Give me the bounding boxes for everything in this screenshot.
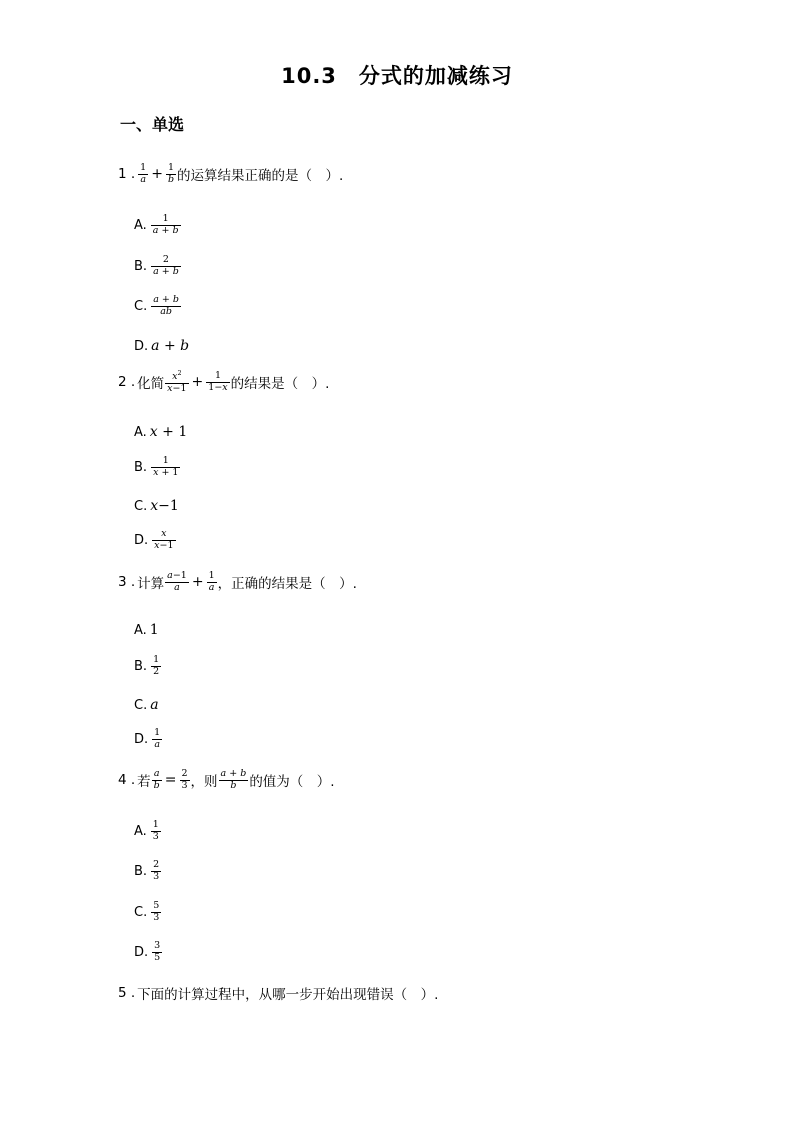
plus-sign: + <box>191 574 204 591</box>
option-expression: x−1 <box>150 498 179 514</box>
option-expression: a + b <box>151 338 190 354</box>
option-expression: $\frac{1}{a + b}$ <box>152 213 179 236</box>
fraction-x2-over-x-minus-1: $\frac{x^2}{x-1}$ <box>167 369 187 394</box>
fraction-a-plus-b-over-b: $\frac{a + b}{b}$ <box>220 768 247 791</box>
page-title: 10.3 分式的加减练习 <box>281 64 513 88</box>
option-3c[interactable]: C. a <box>134 697 159 713</box>
option-expression: $\frac{x}{x-1}$ <box>154 528 174 551</box>
option-expression: $\frac{1}{a}$ <box>154 727 161 750</box>
question-4 <box>118 769 335 792</box>
equals-sign: = <box>164 772 177 789</box>
question-text: 计算 <box>137 576 165 593</box>
fraction-1-over-a: $\frac{1}{a}$ <box>208 570 215 593</box>
question-3 <box>118 571 357 594</box>
fraction-1-over-a: $\frac{1}{a}$ <box>140 162 147 185</box>
option-4b[interactable]: B. $\frac{2}{3}$ <box>134 859 160 882</box>
option-3b[interactable]: B. $\frac{1}{2}$ <box>134 654 160 677</box>
option-expression: x + 1 <box>149 424 188 440</box>
option-expression: 1 <box>149 622 159 638</box>
option-4a[interactable]: A. $\frac{1}{3}$ <box>134 819 159 842</box>
fraction-2-over-3: $\frac{2}{3}$ <box>181 768 188 791</box>
option-1a[interactable]: A. $\frac{1}{a + b}$ <box>134 213 179 236</box>
fraction-a-minus-1-over-a: $\frac{a-1}{a}$ <box>167 570 187 593</box>
question-1 <box>118 163 343 186</box>
option-1c[interactable]: C. $\frac{a + b}{ab}$ <box>134 294 179 317</box>
option-4d[interactable]: D. $\frac{3}{5}$ <box>134 940 161 963</box>
option-2b[interactable]: B. $\frac{1}{x + 1}$ <box>134 455 179 478</box>
option-expression: $\frac{2}{3}$ <box>153 859 160 882</box>
fraction-1-over-b: $\frac{1}{b}$ <box>167 162 175 185</box>
question-number: 1 . <box>118 166 136 183</box>
fraction-a-over-b: $\frac{a}{b}$ <box>153 768 160 791</box>
plus-sign: + <box>191 374 204 391</box>
question-text: 的运算结果正确的是（ ）. <box>177 168 344 185</box>
question-number: 3 . <box>118 574 136 591</box>
option-expression: $\frac{1}{2}$ <box>153 654 160 677</box>
fraction-1-over-1-minus-x: $\frac{1}{1-x}$ <box>208 370 228 393</box>
option-1b[interactable]: B. $\frac{2}{a + b}$ <box>134 254 179 277</box>
question-number: 5 . <box>118 985 136 1001</box>
option-expression: $\frac{3}{5}$ <box>154 940 161 963</box>
question-5 <box>118 983 438 1003</box>
plus-sign: + <box>151 166 163 183</box>
question-number: 4 . <box>118 772 136 789</box>
option-expression: $\frac{2}{a + b}$ <box>153 254 179 277</box>
option-2a[interactable]: A. x + 1 <box>134 424 188 440</box>
option-expression: $\frac{1}{x + 1}$ <box>153 455 179 478</box>
option-expression: a <box>150 697 159 713</box>
option-expression: $\frac{a + b}{ab}$ <box>153 294 179 317</box>
option-3a[interactable]: A. 1 <box>134 622 159 638</box>
option-expression: $\frac{5}{3}$ <box>153 900 160 923</box>
section-heading: 一、单选 <box>120 115 185 134</box>
question-text: ，正确的结果是（ ）. <box>217 576 357 593</box>
question-text: 的值为（ ）. <box>249 774 335 791</box>
question-text: ，则 <box>190 774 218 791</box>
option-2c[interactable]: C. x−1 <box>134 498 179 514</box>
question-text: 下面的计算过程中，从哪一步开始出现错误（ ）. <box>137 987 439 1003</box>
question-2 <box>118 370 329 395</box>
option-3d[interactable]: D. $\frac{1}{a}$ <box>134 727 161 750</box>
option-2d[interactable]: D. $\frac{x}{x-1}$ <box>134 528 174 551</box>
question-text: 若 <box>137 774 151 791</box>
option-1d[interactable]: D. a + b <box>134 338 190 354</box>
question-number: 2 . <box>118 374 136 391</box>
option-4c[interactable]: C. $\frac{5}{3}$ <box>134 900 160 923</box>
option-expression: $\frac{1}{3}$ <box>152 819 159 842</box>
question-text: 化简 <box>137 376 165 393</box>
question-text: 的结果是（ ）. <box>230 376 330 393</box>
